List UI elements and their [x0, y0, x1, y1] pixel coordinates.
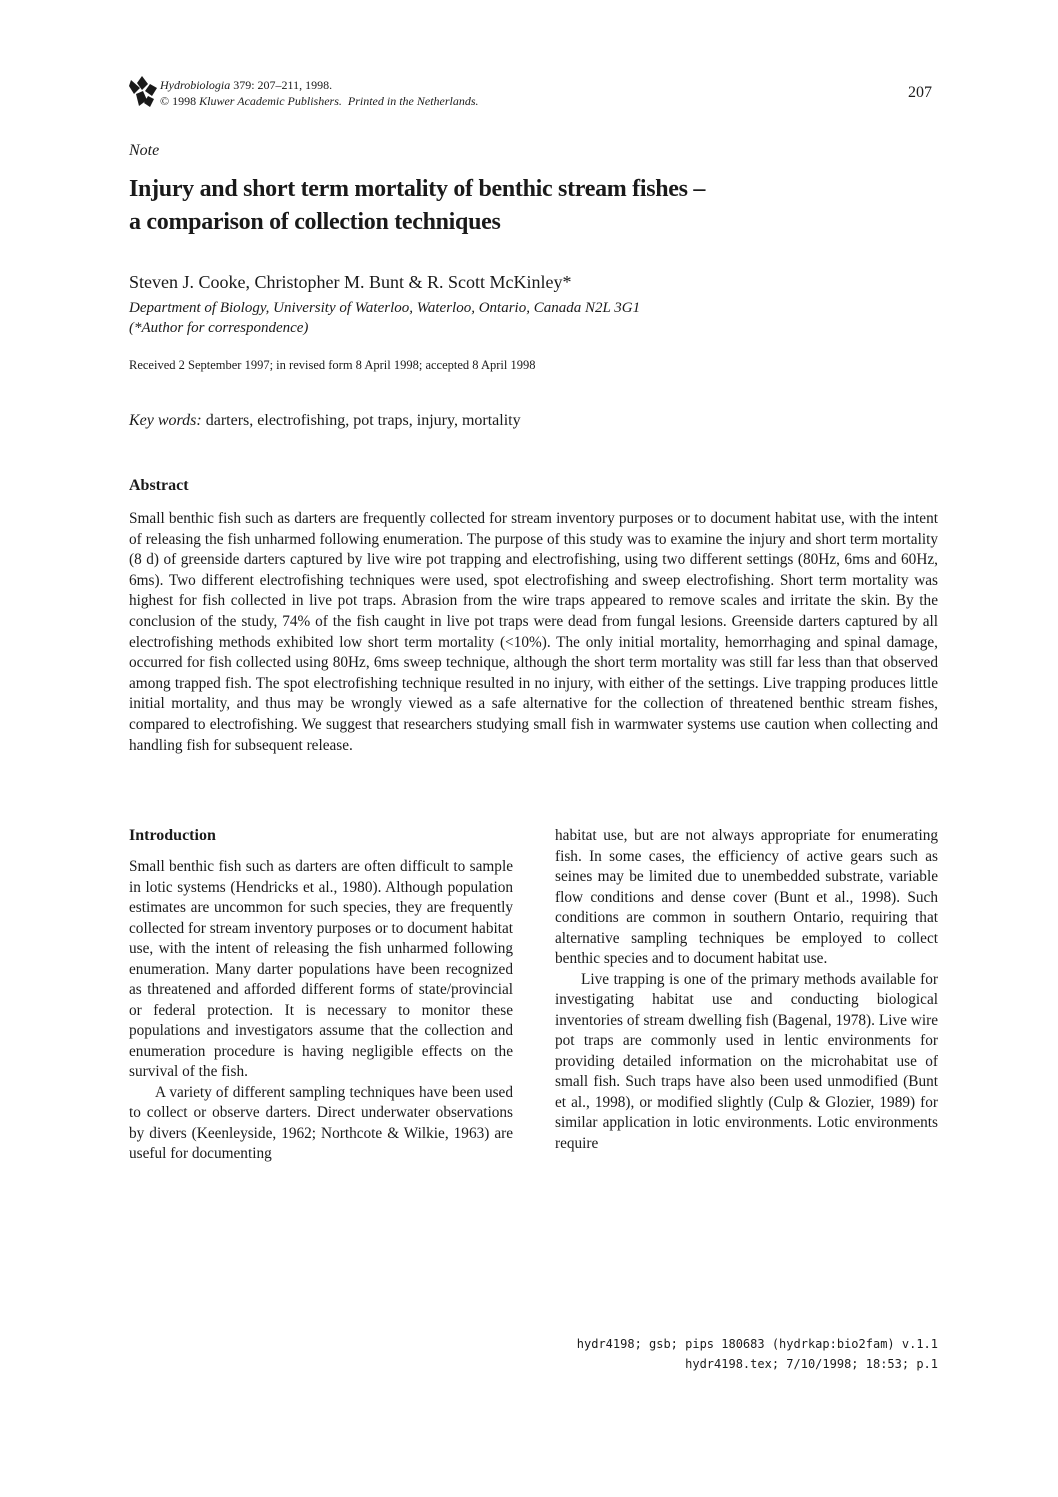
printed-location: Printed in the Netherlands. — [347, 94, 479, 108]
footer-line-1: hydr4198; gsb; pips 180683 (hydrkap:bio2fam) v.1.1 — [576, 1337, 938, 1351]
article-type: Note — [129, 142, 160, 159]
affiliation-block — [129, 298, 640, 338]
copyright: © 1998 — [160, 94, 200, 108]
journal-citation — [160, 77, 479, 109]
intro-paragraph-2: A variety of different sampling techniques have been used to collect or observe darters. Direct underwater observations by divers (Keenleyside, 1962; Northcote & Wilkie, 1963) are useful for documenting — [129, 1083, 513, 1162]
introduction-heading: Introduction — [129, 827, 216, 844]
journal-name: Hydrobiologia — [160, 78, 231, 92]
affiliation: Department of Biology, University of Waterloo, Waterloo, Ontario, Canada N2L 3G1 — [129, 300, 641, 316]
intro-paragraph-3: habitat use, but are not always appropriate for enumerating fish. In some cases, the efficiency of active gears such as seines may be limited due to unembedded substrate, variable flow conditions and dense cover (Bunt et al., 1998). Such conditions are common in southern Ontario, requiring that alternative sampling techniques be employed to collect benthic species and to document habitat use. — [555, 827, 938, 967]
typesetting-footer — [577, 1334, 938, 1374]
keywords-label: Key words: — [129, 412, 202, 429]
title-line-2: a comparison of collection techniques — [129, 209, 501, 235]
publisher: Kluwer Academic Publishers. — [199, 94, 342, 108]
intro-paragraph-4: Live trapping is one of the primary methods available for investigating habitat use and conducting biological inventories of stream dwelling fish (Bagenal, 1978). Live wire pot traps are commonly used in lentic environments for providing detailed information on the microhabitat use of small fish. Such traps have also been used unmodified (Bunt et al., 1998), or modified slightly (Culp & Glozier, 1989) for similar application in lotic environments. Lotic environments require — [555, 970, 938, 1152]
correspondence-note: (*Author for correspondence) — [129, 320, 309, 336]
keywords — [129, 412, 521, 430]
title-line-1: Injury and short term mortality of benthic stream fishes – — [129, 176, 706, 202]
journal-volume-pages: 379: 207–211, 1998. — [230, 78, 333, 92]
footer-line-2: hydr4198.tex; 7/10/1998; 18:53; p.1 — [685, 1357, 938, 1371]
column-left — [129, 857, 513, 1165]
page-number: 207 — [908, 84, 932, 101]
authors: Steven J. Cooke, Christopher M. Bunt & R. Scott McKinley* — [129, 272, 572, 292]
abstract-heading: Abstract — [129, 477, 189, 494]
article-title — [129, 173, 889, 239]
column-right — [555, 826, 938, 1154]
abstract-text: Small benthic fish such as darters are frequently collected for stream inventory purposes or to document habitat use, with the intent of releasing the fish unharmed following enumeration. The purpose of this study was to examine the injury and short term mortality (8 d) of greenside darters captured by live wire pot trapping and electrofishing, using two different settings (80Hz, 6ms and 60Hz, 6ms). Two different electrofishing techniques were used, spot electrofishing and sweep electrofishing. Short term mortality was highest for fish collected in live pot traps. Abrasion from the wire traps appeared to remove scales and irritate the skin. By the conclusion of the study, 74% of the fish caught in live pot traps were dead from fungal lesions. Greenside darters captured by all electrofishing methods exhibited low short term mortality (<10%). The only initial mortality, hemorrhaging and spinal damage, occurred for fish collected using 80Hz, 6ms sweep technique, although the short term mortality was still far less than that observed among trapped fish. The spot electrofishing technique resulted in no injury, with either of the settings. Live trapping produces little initial mortality, and thus may be wrongly viewed as a safe alternative for the collection of threatened benthic stream fishes, compared to electrofishing. We suggest that researchers studying small fish in warmwater systems use caution when collecting and handling fish for subsequent release. — [129, 510, 938, 754]
received-dates: Received 2 September 1997; in revised form 8 April 1998; accepted 8 April 1998 — [129, 358, 536, 372]
intro-paragraph-1: Small benthic fish such as darters are often difficult to sample in lotic systems (Hendricks et al., 1980). Although population estimates are uncommon for such species, they are frequently collected for stream inventory purposes or to document habitat use, with the intent of releasing the fish unharmed following enumeration. Many darter populations have been recognized as threatened and afforded different forms of state/provincial or federal protection. It is necessary to monitor these populations and investigators assume that the collection and enumeration procedure is having negligible effects on the survival of the fish. — [129, 858, 514, 1080]
publisher-logo-icon — [128, 74, 158, 108]
keywords-list: darters, electrofishing, pot traps, injury, mortality — [201, 412, 521, 429]
